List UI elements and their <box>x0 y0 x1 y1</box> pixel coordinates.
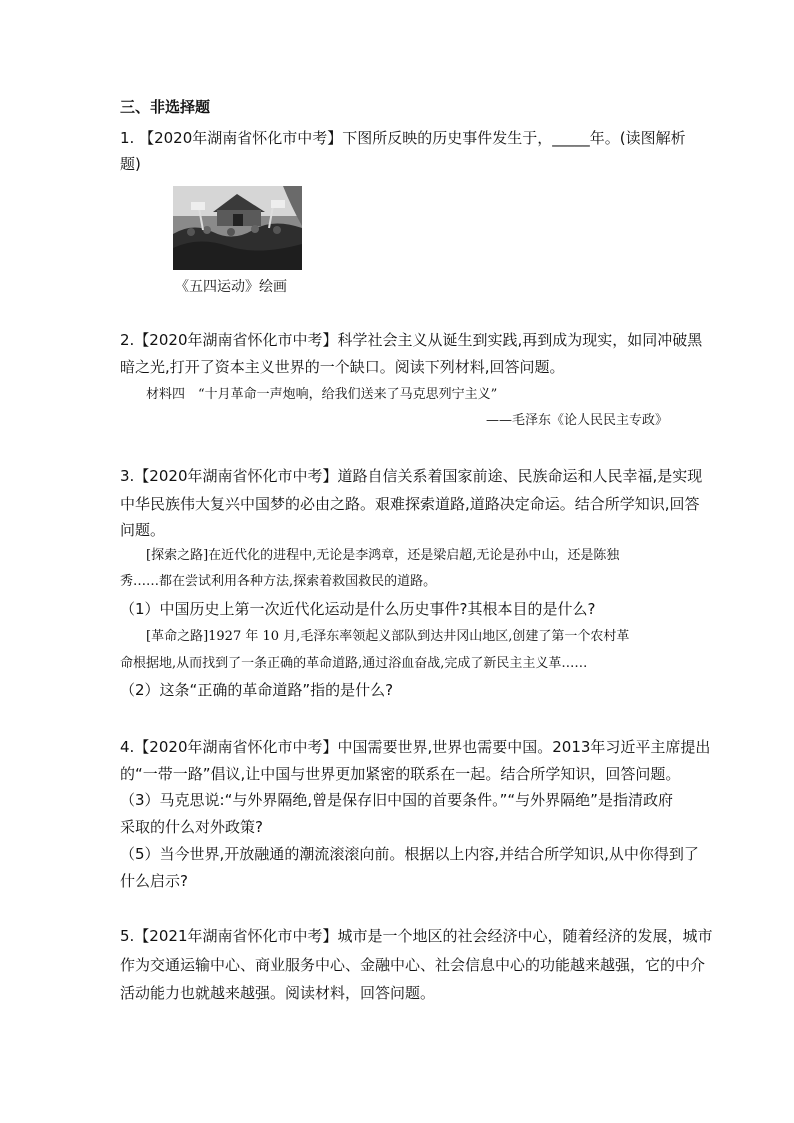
sub-question-1: （1）中国历史上第一次近代化运动是什么历史事件?其根本目的是什么? <box>120 600 596 618</box>
question-5-text: 5.【2021年湖南省怀化市中考】城市是一个地区的社会经济中心，随着经济的发展，城市 <box>120 927 713 945</box>
question-4-text: 4.【2020年湖南省怀化市中考】中国需要世界,世界也需要中国。2013年习近平主席提出 <box>120 738 711 756</box>
question-4-text-cont: 的“一带一路”倡议,让中国与世界更加紧密的联系在一起。结合所学知识，回答问题。 <box>120 765 681 783</box>
question-2-text-cont: 暗之光,打开了资本主义世界的一个缺口。阅读下列材料,回答问题。 <box>120 358 565 376</box>
section-title: 三、非选择题 <box>120 98 211 116</box>
question-1-text-cont: 题) <box>120 155 141 173</box>
sub-question-5-cont: 什么启示? <box>120 872 188 890</box>
painting-illustration <box>173 186 302 270</box>
figure-caption: 《五四运动》绘画 <box>175 279 287 295</box>
material-exploration-road: [探索之路]在近代化的进程中,无论是李鸿章，还是梁启超,无论是孙中山，还是陈独 <box>146 548 620 563</box>
material-4-source: ——毛泽东《论人民民主专政》 <box>485 413 668 428</box>
sub-question-3-cont: 采取的什么对外政策? <box>120 818 263 836</box>
question-1-text: 1. 【2020年湖南省怀化市中考】下图所反映的历史事件发生于，_____年。(读图解析 <box>120 129 686 147</box>
question-3-text-cont: 中华民族伟大复兴中国梦的必由之路。艰难探索道路,道路决定命运。结合所学知识,回答 <box>120 495 700 513</box>
question-5-text-cont-2: 活动能力也就越来越强。阅读材料，回答问题。 <box>120 984 436 1002</box>
material-revolution-road-cont: 命根据地,从而找到了一条正确的革命道路,通过浴血奋战,完成了新民主主义革…… <box>120 656 588 671</box>
question-2-text: 2.【2020年湖南省怀化市中考】科学社会主义从诞生到实践,再到成为现实，如同冲破黑 <box>120 331 703 349</box>
material-4-quote: 材料四 “十月革命一声炮响，给我们送来了马克思列宁主义” <box>146 387 498 402</box>
may-fourth-painting-image <box>173 186 302 270</box>
question-3-text: 3.【2020年湖南省怀化市中考】道路自信关系着国家前途、民族命运和人民幸福,是实现 <box>120 467 703 485</box>
sub-question-5: （5）当今世界,开放融通的潮流滚滚向前。根据以上内容,并结合所学知识,从中你得到了 <box>120 845 699 863</box>
question-3-text-cont-2: 问题。 <box>120 521 166 539</box>
material-exploration-road-cont: 秀……都在尝试利用各种方法,探索着救国救民的道路。 <box>120 574 437 589</box>
material-revolution-road: [革命之路]1927 年 10 月,毛泽东率领起义部队到达井冈山地区,创建了第一个农村革 <box>146 629 630 644</box>
question-5-text-cont: 作为交通运输中心、商业服务中心、金融中心、社会信息中心的功能越来越强，它的中介 <box>120 956 706 974</box>
sub-question-3: （3）马克思说:“与外界隔绝,曾是保存旧中国的首要条件。”“与外界隔绝”是指清政府 <box>120 791 673 809</box>
sub-question-2: （2）这条“正确的革命道路”指的是什么? <box>120 681 394 699</box>
